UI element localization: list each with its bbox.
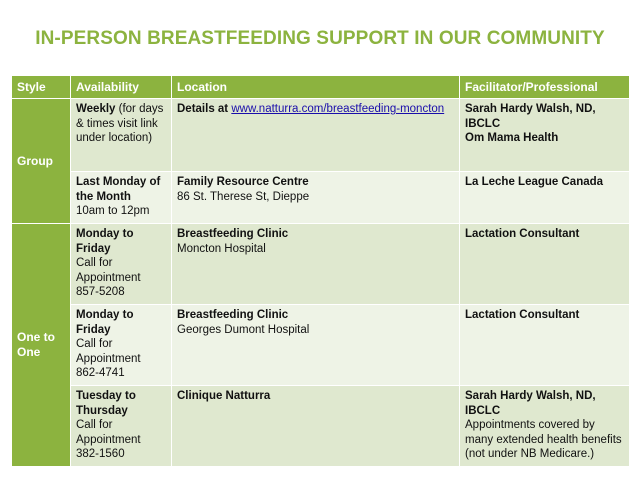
location-address: 86 St. Therese St, Dieppe [177, 190, 310, 203]
header-facilitator: Facilitator/Professional [460, 76, 630, 99]
facilitator-cell [460, 305, 630, 386]
location-name: Clinique Natturra [177, 390, 271, 402]
header-style: Style [12, 76, 71, 99]
facilitator-cell [460, 224, 630, 305]
location-address: Moncton Hospital [177, 242, 266, 255]
location-name: Family Resource Centre [177, 176, 309, 188]
availability-cell [71, 386, 172, 467]
table-row [12, 224, 630, 305]
header-availability: Availability [71, 76, 172, 99]
location-cell [172, 224, 460, 305]
availability-label: Weekly [76, 103, 116, 115]
availability-detail: 10am to 12pm [76, 205, 150, 218]
availability-detail: Call for Appointment 382-1560 [76, 419, 141, 461]
location-prefix: Details at [177, 103, 232, 115]
style-cell-group: Group [12, 99, 71, 224]
location-name: Breastfeeding Clinic [177, 309, 289, 321]
table-row [12, 305, 630, 386]
facilitator-name: Sarah Hardy Walsh, ND, IBCLC [465, 103, 596, 130]
availability-detail: (for days & times visit link under location) [76, 103, 164, 145]
table-row [12, 386, 630, 467]
location-address: Georges Dumont Hospital [177, 323, 310, 336]
facilitator-name: Sarah Hardy Walsh, ND, IBCLC [465, 390, 596, 417]
table-row [12, 172, 630, 224]
availability-label: Tuesday to Thursday [76, 390, 136, 417]
availability-cell [71, 172, 172, 224]
page-title: IN-PERSON BREASTFEEDING SUPPORT IN OUR COMMUNITY [35, 28, 605, 49]
facilitator-name: La Leche League Canada [465, 176, 604, 188]
location-cell [172, 386, 460, 467]
location-name: Breastfeeding Clinic [177, 228, 289, 240]
availability-cell [71, 224, 172, 305]
location-cell [172, 305, 460, 386]
availability-label: Monday to Friday [76, 309, 134, 336]
location-cell [172, 172, 460, 224]
availability-label: Monday to Friday [76, 228, 134, 255]
location-link[interactable]: www.natturra.com/breastfeeding-moncton [231, 103, 445, 115]
support-table [11, 75, 630, 467]
facilitator-name: Lactation Consultant [465, 228, 580, 240]
location-cell [172, 99, 460, 172]
facilitator-name: Lactation Consultant [465, 309, 580, 321]
facilitator-cell [460, 99, 630, 172]
facilitator-cell [460, 386, 630, 467]
facilitator-org: Om Mama Health [465, 132, 559, 145]
availability-cell [71, 305, 172, 386]
availability-detail: Call for Appointment 862-4741 [76, 338, 141, 380]
header-location: Location [172, 76, 460, 99]
availability-label: Last Monday of the Month [76, 176, 161, 203]
style-cell-one-to-one: One to One [12, 224, 71, 467]
availability-cell [71, 99, 172, 172]
table-header-row [12, 76, 630, 99]
table-row [12, 99, 630, 172]
availability-detail: Call for Appointment 857-5208 [76, 257, 141, 299]
facilitator-note: Appointments covered by many extended health benefits (not under NB Medicare.) [465, 419, 622, 461]
facilitator-cell [460, 172, 630, 224]
